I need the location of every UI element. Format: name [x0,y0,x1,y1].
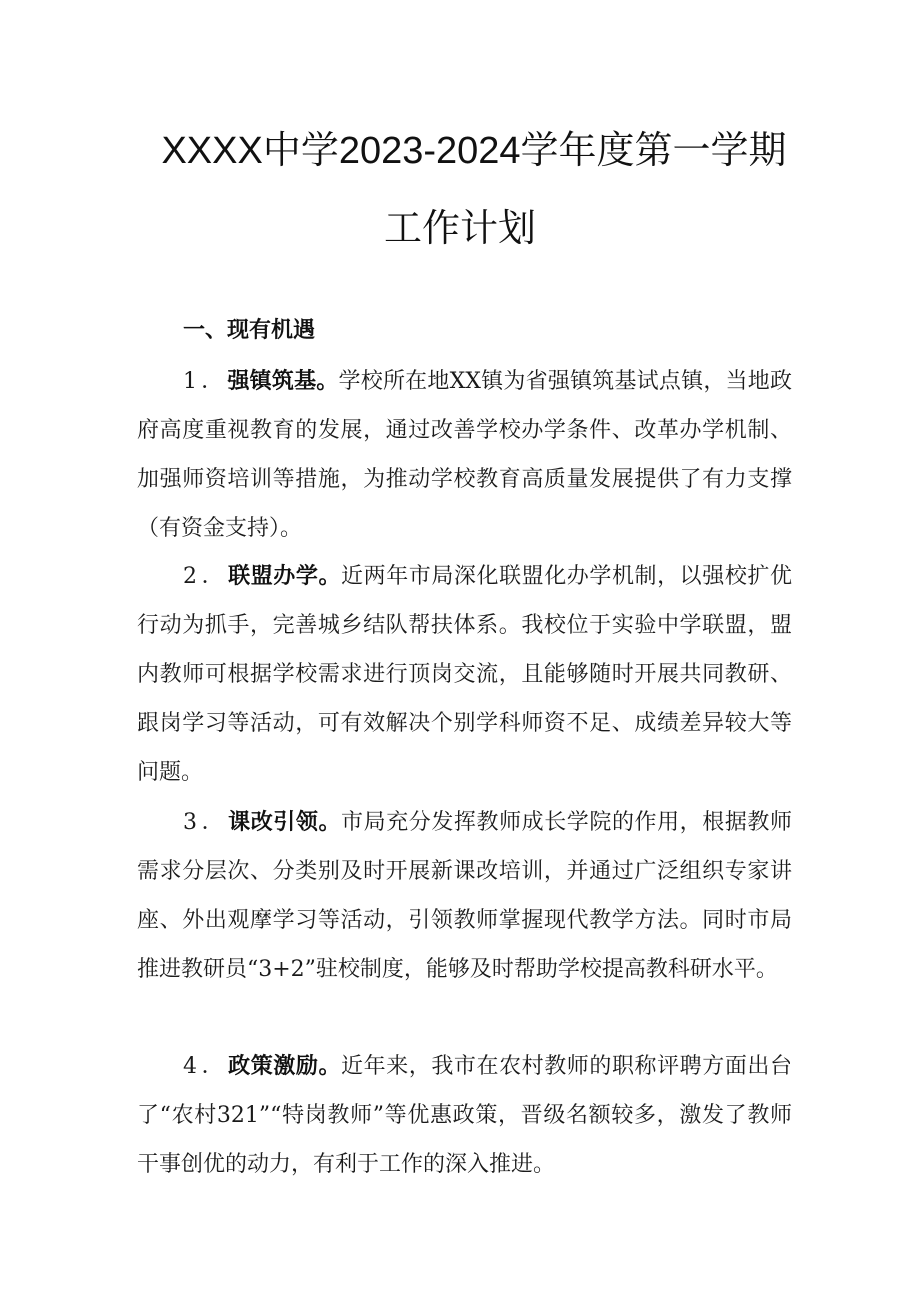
section-heading: 一、现有机遇 [183,317,316,343]
paragraph-4 [137,1042,792,1189]
paragraph-lead: 课改引领。 [228,809,342,835]
document-title-line1: XXXX中学2023-2024学年度第一学期 [161,130,787,172]
paragraph-lead: 政策激励。 [228,1053,342,1079]
paragraph-body: 近两年市局深化联盟化办学机制，以强校扩优行动为抓手，完善城乡结队帮扶体系。我校位于实验中学联盟，盟内教师可根据学校需求进行顶岗交流，且能够随时开展共同教研、跟岗学习等活动，可有效解决个别学科师资不足、成绩差异较大等问题。 [137,564,792,785]
paragraph-1 [137,357,792,553]
paragraph-number: 2． [183,564,229,589]
paragraph-body: 市局充分发挥教师成长学院的作用，根据教师需求分层次、分类别及时开展新课改培训，并通过广泛组织专家讲座、外出观摩学习等活动，引领教师掌握现代教学方法。同时市局推进教研员“3+2”驻校制度，能够及时帮助学校提高教科研水平。 [137,810,792,982]
paragraph-number: 3． [183,810,229,835]
paragraph-2 [137,552,792,797]
paragraph-lead: 联盟办学。 [228,563,342,589]
paragraph-body: 近年来，我市在农村教师的职称评聘方面出台了“农村321”“特岗教师”等优惠政策，晋级名额较多，激发了教师干事创优的动力，有利于工作的深入推进。 [137,1054,792,1177]
paragraph-body: 学校所在地XX镇为省强镇筑基试点镇，当地政府高度重视教育的发展，通过改善学校办学条件、改革办学机制、加强师资培训等措施，为推动学校教育高质量发展提供了有力支撑（有资金支持）。 [137,369,792,541]
paragraph-number: 4． [183,1054,229,1079]
paragraph-3 [137,798,792,994]
document-title-line2: 工作计划 [383,208,536,250]
paragraph-lead: 强镇筑基。 [227,368,339,394]
paragraph-number: 1． [183,369,228,394]
